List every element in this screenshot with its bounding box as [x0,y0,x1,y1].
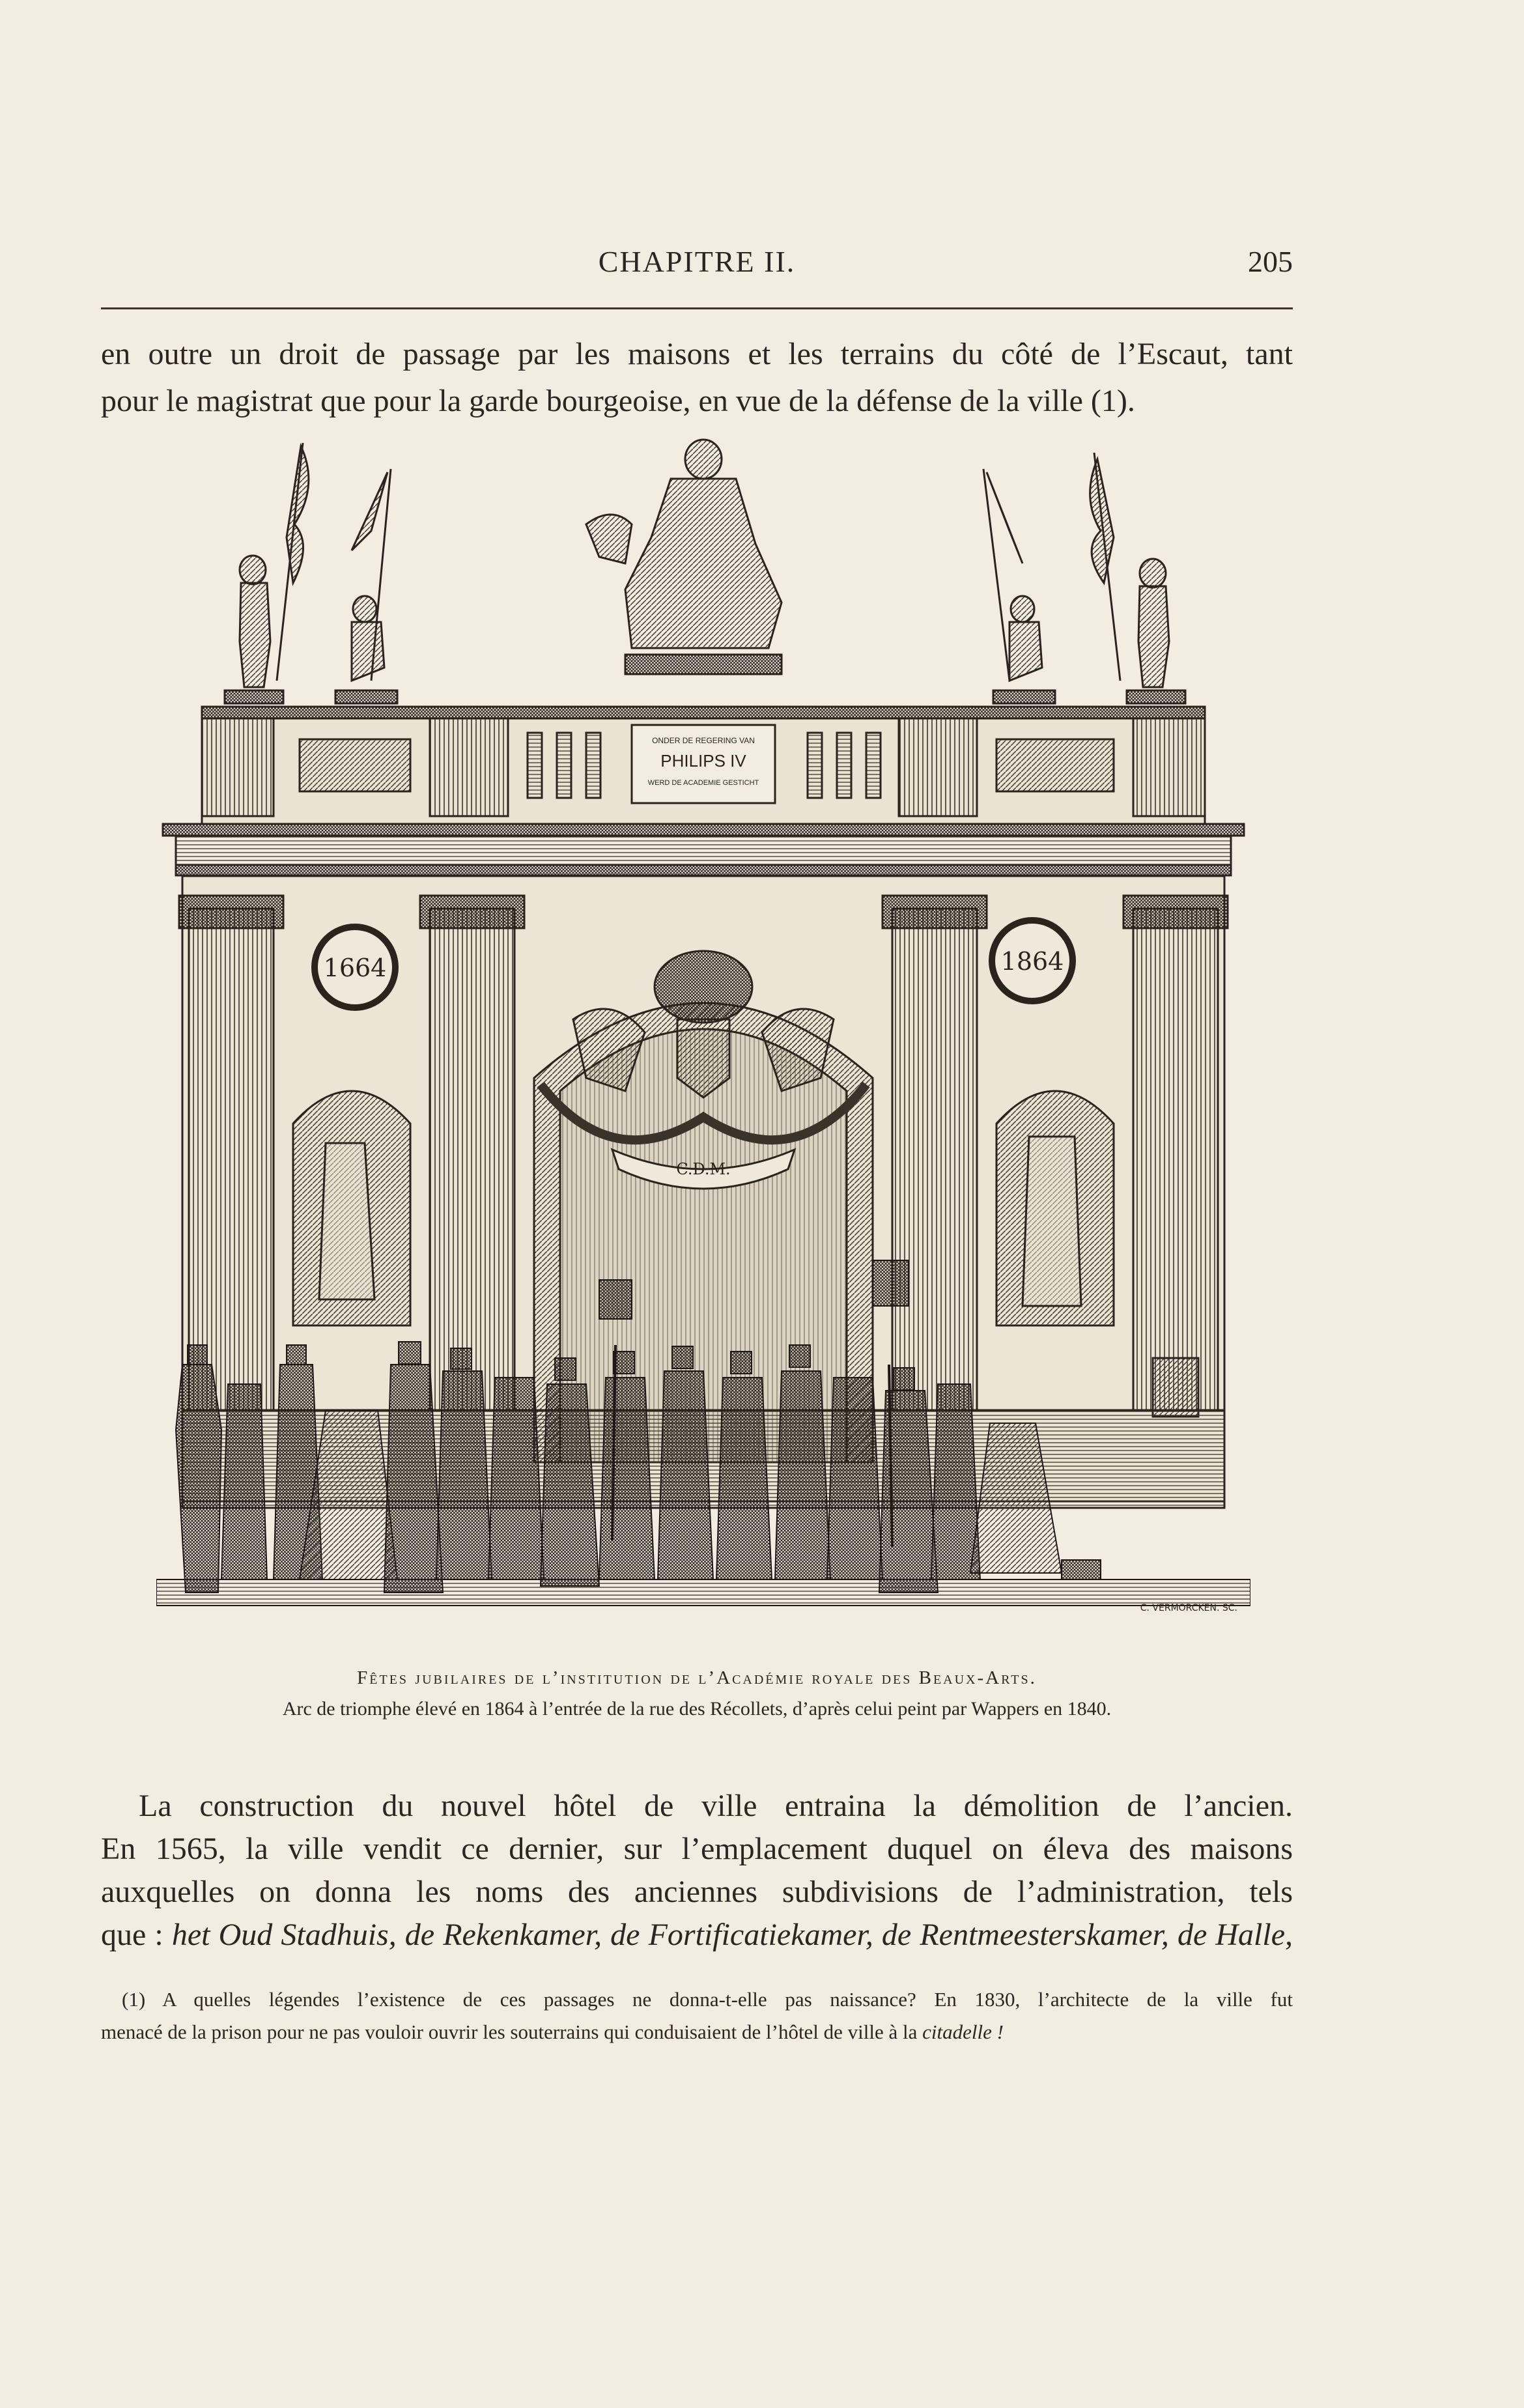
figure-caption-title: Fêtes jubilaires de l’institution de l’Académie royale des Beaux-Arts. [357,1667,1037,1688]
medallion-left-year: 1664 [323,954,387,982]
plaque-line: WERD DE ACADEMIE GESTICHT [647,779,759,787]
figure-caption-description: Arc de triomphe élevé en 1864 à l’entrée de la rue des Récollets, d’après celui peint par Wappers en 1840. [282,1698,1112,1720]
header-rule [101,307,1293,309]
chapter-title: CHAPITRE II. [598,245,796,278]
footnote-italic: citadelle ! [922,2020,1004,2043]
italic-place-names: het Oud Stadhuis, de Rekenkamer, de Fortificatiekamer, de Rentmeesterskamer, de Halle, [171,1918,1293,1952]
intro-line: pour le magistrat que pour la garde bourgeoise, en vue de la défense de la ville (1). [101,384,1135,418]
footnote-line: (1) A quelles légendes l’existence de ces passages ne donna-t-elle pas naissance? En 1830, l’architecte de la ville fut [122,1988,1293,2011]
paragraph-line: La construction du nouvel hôtel de ville entraina la démolition de l’ancien. [139,1789,1293,1823]
intro-paragraph [101,331,1293,425]
footnote [101,1983,1293,2048]
engraving-figure [156,433,1250,1651]
paragraph-line: auxquelles on donna les noms des anciennes subdivisions de l’administration, tels [101,1875,1293,1909]
footnote-text: menacé de la prison pour ne pas vouloir ouvrir les souterrains qui conduisaient de l’hôtel de ville à la [101,2020,918,2043]
plaque-line: ONDER DE REGERING VAN [652,736,755,745]
main-paragraph [101,1785,1293,1957]
paragraph-line: En 1565, la ville vendit ce dernier, sur l’emplacement duquel on éleva des maisons [101,1832,1293,1866]
paragraph-line-with-names [101,1914,1293,1957]
garland-banner-text: C.D.M. [676,1160,731,1178]
plaque-line: PHILIPS IV [660,751,746,771]
page-number: 205 [1248,245,1293,278]
engraver-signature: C. VERMORCKEN. SC. [1140,1603,1237,1613]
entablature [163,824,1244,875]
line-prefix: que : [101,1918,163,1952]
intro-line: en outre un droit de passage par les maisons et les terrains du côté de l’Escaut, tant [101,337,1293,371]
triumphal-arch-engraving [156,433,1250,1651]
running-header [101,244,1293,283]
medallion-right-year: 1864 [1000,947,1064,976]
footnote-line [101,2016,1293,2048]
top-statues [225,440,1185,703]
central-plaque [648,736,759,787]
